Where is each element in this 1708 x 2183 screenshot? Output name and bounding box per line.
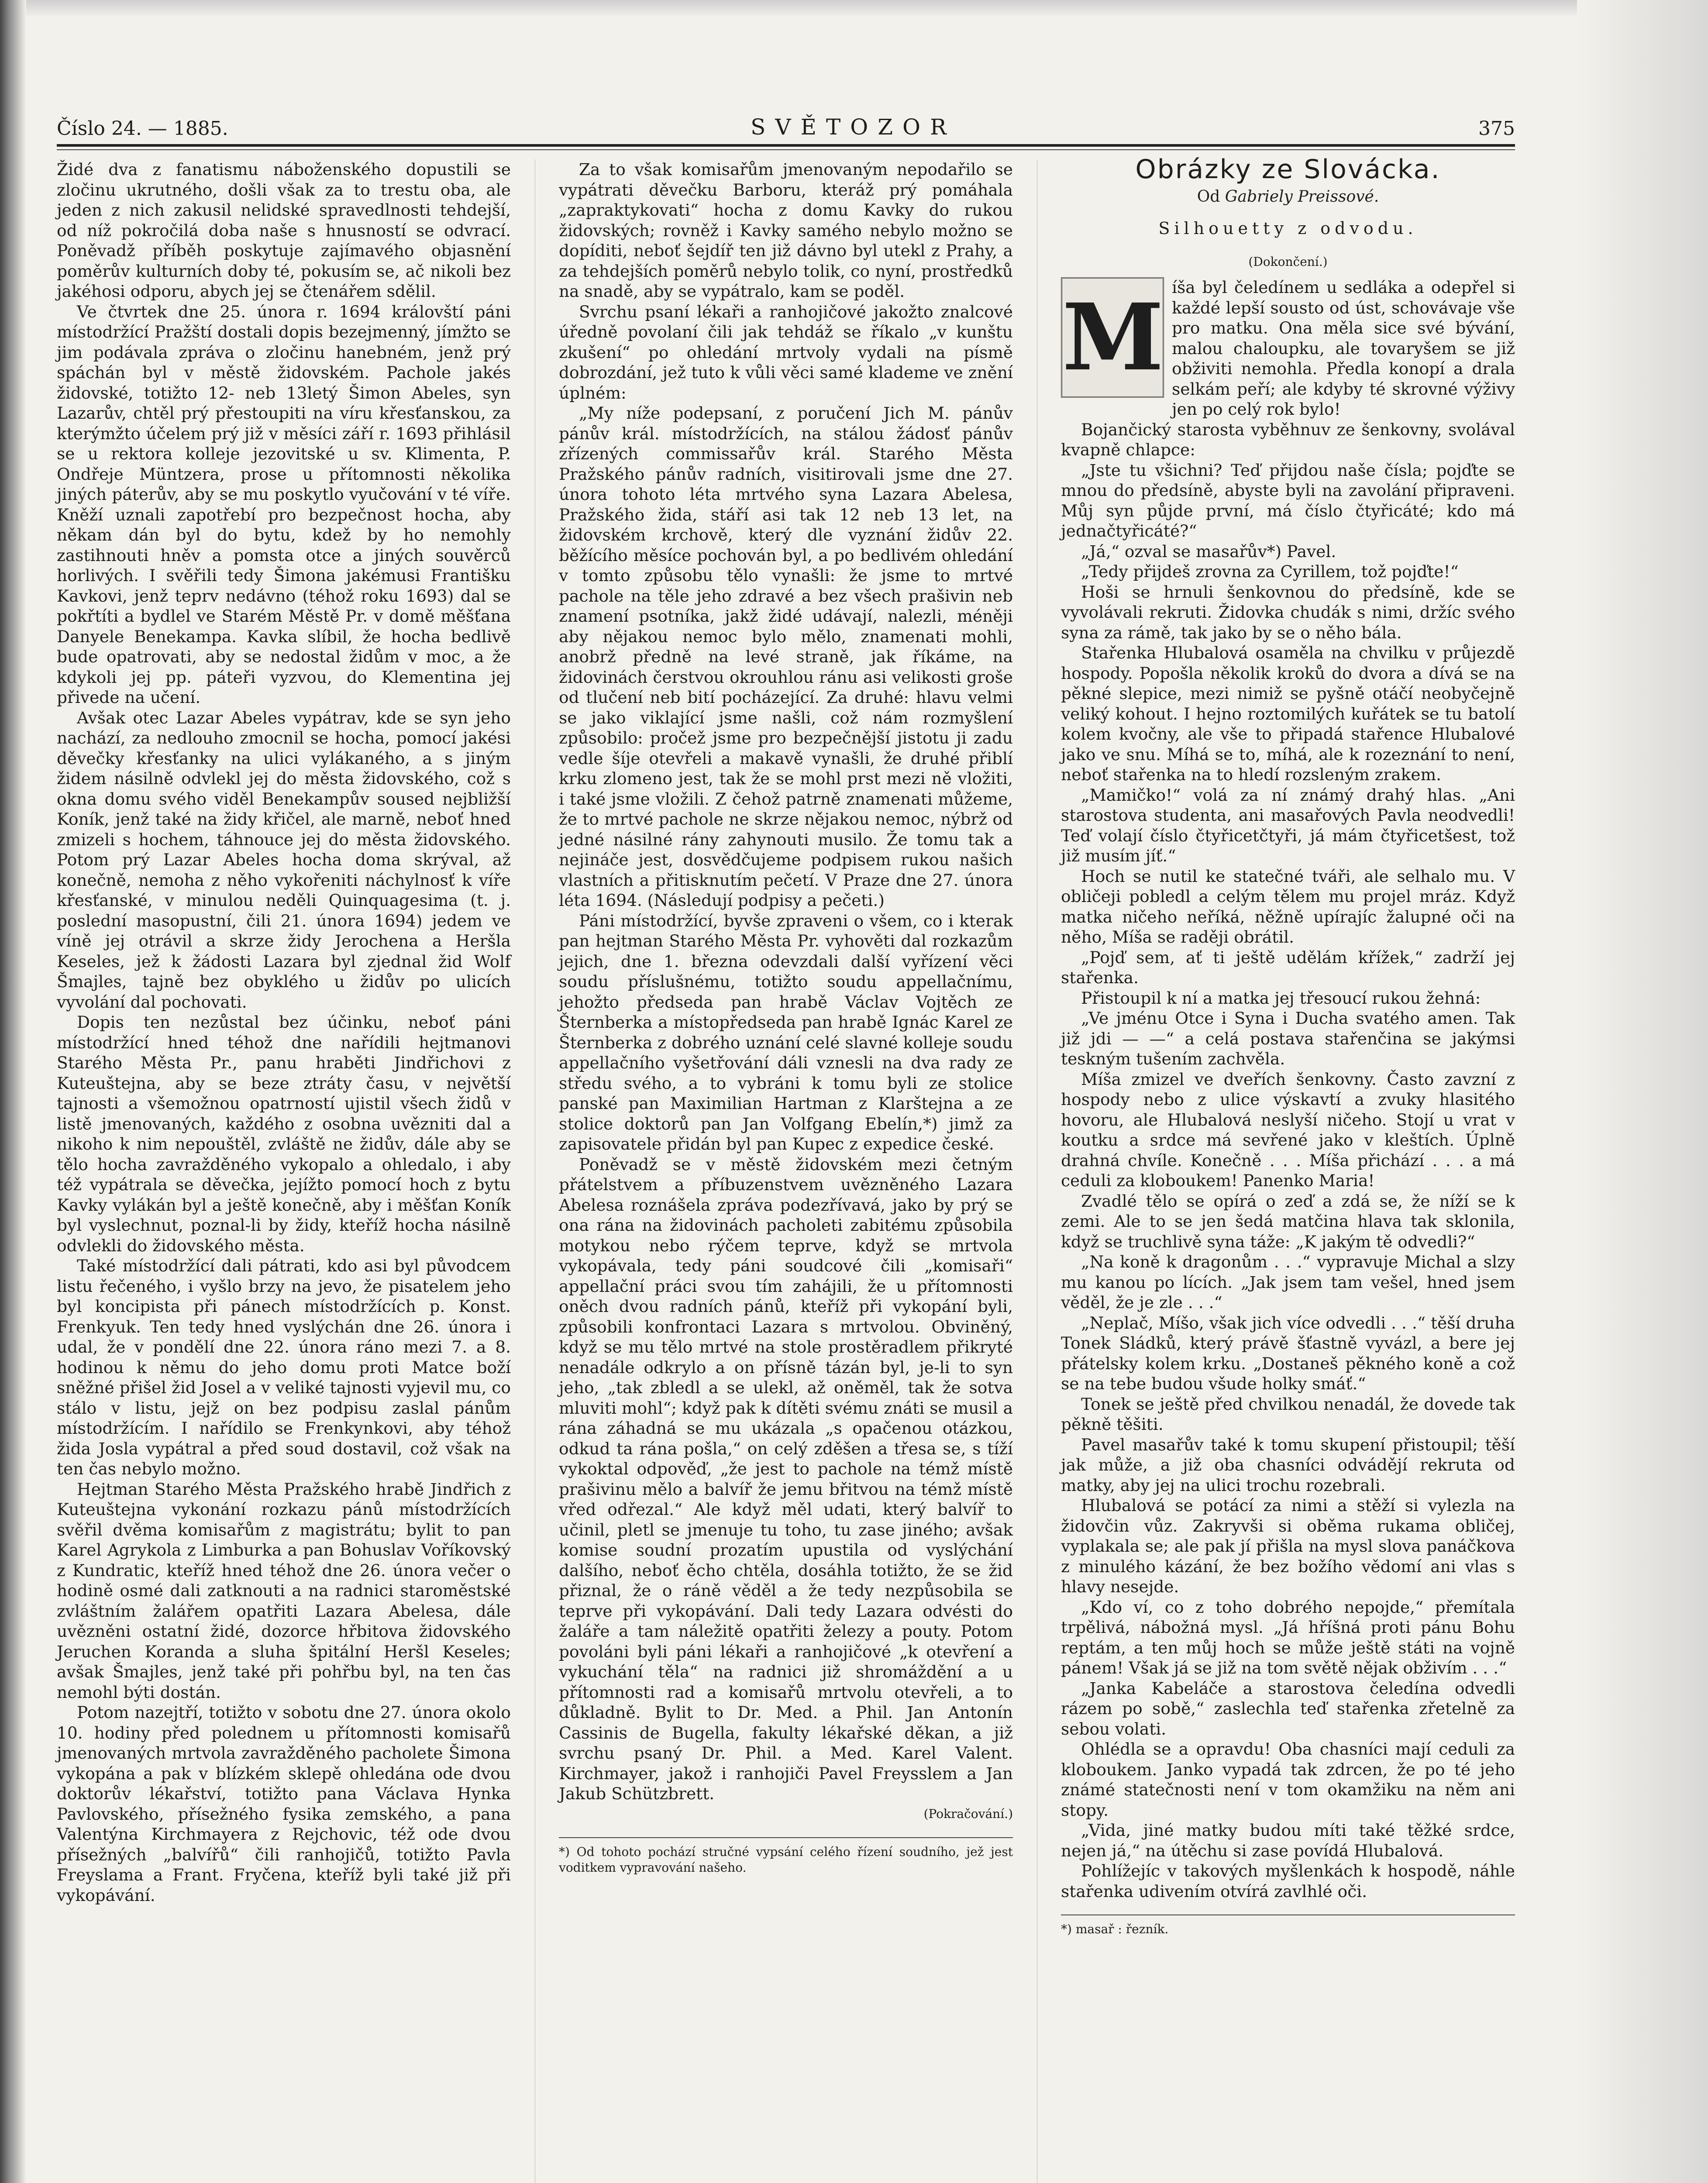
paragraph: Avšak otec Lazar Abeles vypátrav, kde se syn jeho nachází, za nedlouho zmocnil se hocha, pomocí jakési děvečky křesťanky na ulici vylákaného, a s jiným židem násilně odvlekl jej do města židovského, což s okna domu svého viděl Benekampův soused nejbližší Koník, jenž také na židy křičel, ale marně, neboť hned zmizeli s hochem, táhnouce jej do města židovského. Potom prý Lazar Abeles hocha doma skrýval, až konečně, nemoha z něho vykořeniti náchylnosť k víře křesťanské, v minulou neděli Quinquagesima (t. j. poslední masopustní, čili 21. února 1694) jedem ve víně jej otrávil a skrze židy Jerochena a Heršla Keseles, jež k žádosti Lazara byl zjednal žid Wolf Šmajles, tajně bez obyklého u židův po ulicích vyvolání dal pochovati. xyxy=(57,708,511,1012)
byline-author: Gabriely Preissové. xyxy=(1225,187,1379,206)
footnote: *) masař : řezník. xyxy=(1061,1914,1515,1937)
paragraph: Pavel masařův také k tomu skupení přistoupil; těší jak může, a již oba chasníci odvádějí rekruta od matky, aby jej na ulici trochu rozebrali. xyxy=(1061,1435,1515,1495)
paragraph: Židé dva z fanatismu náboženského dopustili se zločinu ukrutného, došli však za to trestu oba, ale jeden z nich zakusil nelidské spravedlnosti tehdejší, od níž pokročilá doba naše s hnusností se odvrací. Poněvadž příběh poskytuje zajímavého objasnění poměrův kulturních doby té, pokusím se, ač nikoli bez jakéhosi odporu, abych jej se čtenářem sdělil. xyxy=(57,160,511,301)
paragraph: „Kdo ví, co z toho dobrého nepojde,“ přemítala trpělivá, nábožná mysl. „Já hříšná proti pánu Bohu reptám, a ten můj hoch se může ještě státi na vojně pánem! Však já se již na tom světě nějak obživím . . .“ xyxy=(1061,1597,1515,1677)
scan-edge-top xyxy=(0,0,1708,17)
paragraph: „Neplač, Míšo, však jich více odvedli . . .“ těší druha Tonek Sládků, který právě šťastně vyvázl, a bere jej přátelsky kolem krku. „Dostaneš pěkného koně a což se na tebe budou všude holky smáť.“ xyxy=(1061,1313,1515,1393)
paragraph: Přistoupil k ní a matka jej třesoucí rukou žehná: xyxy=(1081,988,1481,1008)
running-header xyxy=(57,100,1515,140)
paragraph: „Pojď sem, ať ti ještě udělám křížek,“ zadrží jej stařenka. xyxy=(1061,947,1515,987)
paragraph: „Janka Kabeláče a starostova čeledína odvedli rázem po sobě,“ zaslechla teď stařenka zřetelně za sebou volati. xyxy=(1061,1678,1515,1739)
ornamental-initial xyxy=(1061,277,1164,398)
paragraph: „Ve jménu Otce i Syna i Ducha svatého amen. Tak již jdi — —“ a celá postava stařenčina se jakýmsi teskným tušením zachvěla. xyxy=(1061,1009,1515,1068)
paragraph: Potom nazejtří, totižto v sobotu dne 27. února okolo 10. hodiny před polednem u přítomnosti komisařů jmenovaných mrtvola zavražděného pacholete Šimona vykopána a pak v blízkém sklepě ohledána ode dvou doktorův lékařství, totižto pana Václava Hynka Pavlovského, přísežného fysika zemského, a pana Valentýna Kirchmayera z Rejchovic, též ode dvou přísežných „balvířů“ čili ranhojičů, totižto Pavla Freyslama a Frant. Fryčena, kteříž byli také již při vykopávání. xyxy=(57,1703,511,1905)
article-subtitle: Silhouetty z odvodu. xyxy=(1158,219,1418,238)
paragraph: Poněvadž se v městě židovském mezi četným přátelstvem a příbuzenstvem uvězněného Lazara Abelesa roznášela zpráva podezřívavá, jako by prý se ona rána na židovinách pacholeti zabitému způsobila motykou nebo rýčem teprve, když se mrtvola vykopávala, tedy páni soudcové čili „komisaři“ appellační práci svou tím zahájili, že u přítomnosti oněch dvou radních pánů, kteříž při vykopání byli, způsobili konfrontaci Lazara s mrtvolou. Obviněný, když se mu tělo mrtvé na stole prostěradlem přikryté nenadále odkrylo a on přísně tázán byl, je-li to syn jeho, „tak zbledl a se ulekl, až oněměl, tak že sotva mluviti mohl“; když pak k dítěti svému znáti se musil a rána záhadná se mu ukázala „s opačenou otázkou, odkud ta rána pošla,“ on celý zděšen a třesa se, s tíží vykoktal odpověď, „že jest to pachole na témž místě prašivinu mělo a balvíř že jemu břitvou na témž místě vřed odřezal.“ Ale když měl udati, který balvíř to učinil, pletl se jmenuje tu toho, tu zase jiného; avšak komise soudní prozatím upustila od vyslýchání dalšího, neboť ěcho chtěla, dosáhla totižto, že se žid přiznal, že o ráně věděl a že tedy nezpůsobila se teprve při vykopávání. Dali tedy Lazara odvésti do žaláře a tam náležitě opatřiti železy a pouty. Potom povoláni byli páni lékaři a ranhojičové „k otevření a vykuchání těla“ na radnici již shromáždění a u přítomnosti rad a komisařů mrtvolu otevřeli, a to důkladně. Bylit to Dr. Med. a Phil. Jan Antonín Cassinis de Bugella, fakulty lékařské děkan, a již svrchu psaný Dr. Phil. a Med. Karel Valent. Kirchmayer, jakož i ranhojiči Pavel Freysslem a Jan Jakub Schützbrett. xyxy=(559,1154,1013,1803)
dropcap-letter: M xyxy=(1062,283,1164,391)
paragraph: „Já,“ ozval se masařův*) Pavel. xyxy=(1081,541,1336,561)
paragraph: Páni místodržící, byvše zpraveni o všem, co i kterak pan hejtman Starého Města Pr. vyhověti dal rozkazům jejich, dne 1. března odevzdali další vyřízení věci soudu příslušnému, totižto soudu appellačnímu, jehožto předseda pan hrabě Václav Vojtěch ze Šternberka a místopředseda pan hrabě Ignác Karel ze Šternberka z dobrého uznání celé slavné kolleje soudu appellačního vyšetřování dáli vznesli na dva rady ze středu svého, a to vybráni k tomu byli ze stolice panské pan Maximilian Hartman z Klarštejna a ze stolice doktorů pan Jan Volfgang Ebelín,*) jimž za zapisovatele přidán byl pan Kupec z expedice české. xyxy=(559,911,1013,1153)
paragraph: Svrchu psaní lékaři a ranhojičové jakožto znalcové úředně povolaní čili jak tehdáž se říkalo „v kunštu zkušení“ po ohledání mrtvoly vydali na písmě dobrozdání, jež tuto k vůli věci samé klademe ve znění úplném: xyxy=(559,302,1013,403)
paragraph: Hoch se nutil ke statečné tváři, ale selhalo mu. V obličeji pobledl a celým tělem mu projel mráz. Když matka ničeho neříká, něžně upírajíc žalupné oči na něho, Míša se raději obrátil. xyxy=(1061,866,1515,947)
paragraph: „My níže podepsaní, z poručení Jich M. pánův pánův král. místodržících, na stálou žádosť pánův zřízených commissařův král. Starého Města Pražského pánův radních, visitirovali jsme dne 27. února tohoto léta mrtvého syna Lazara Abelesa, Pražského žida, stáří asi tak 12 neb 13 let, na židovském krchově, který dle vyznání židův 22. běžícího měsíce pochován byl, a po bedlivém ohledání v tomto způsobu tělo vynašli: že jsme to mrtvé pachole na těle jeho zdravé a bez všech prašivin neb znamení psotníka, jakž židé udávají, nalezli, méněji aby nějakou nemoc bylo mělo, znamenati mohli, anobrž předně na levé straně, jak říkáme, na židovinách čerstvou okrouhlou ránu asi velikosti groše od tlučení neb bití pocházející. Za druhé: hlavu velmi se jako viklající jsme našli, což nám rozmyšlení způsobilo: pročež jsme pro bezpečnější jistotu ji zadu vedle šíje otevřeli a makavě vynašli, že druhé přiblí krku zlomeno jest, tak že se mohl prst mezi ně vložiti, i také jsme vložili. Z čehož patrně znamenati můžeme, že to mrtvé pachole ne skrze nějakou nemoc, nýbrž od jedné násilné rány zahynouti musilo. Že tomu tak a nejináče jest, dosvědčujeme podpisem rukou našich vlastních a přitisknutím pečetí. V Praze dne 27. února léta 1694. (Následují podpisy a pečeti.) xyxy=(559,403,1013,910)
paragraph: „Tedy přijdeš zrovna za Cyrillem, tož pojďte!“ xyxy=(1081,562,1459,581)
paragraph: „Mamičko!“ volá za ní známý drahý hlas. „Ani starostova studenta, ani masařových Pavla neodvedli! Teď volají číslo čtyřicetčtyři, já mám čtyřicetšest, tož již musím jíť.“ xyxy=(1061,785,1515,865)
paragraph: Hejtman Starého Města Pražského hrabě Jindřich z Kuteuštejna vykonání rozkazu pánů místodržících svěřil dvěma komisařům z magistrátu; bylit to pan Karel Agrykola z Limburka a pan Bohuslav Voříkovský z Kundratic, kteříž hned téhož dne 26. února večer o hodině osmé dali zatknouti a na radnici staroměstské zvláštním žalářem opatřiti Lazara Abelesa, dále uvězněni ostatní židé, dozorce hřbitova židovského Jeruchen Koranda a sluha špitální Heršl Keseles; avšak Šmajles, jenž také při pohřbu byl, na ten čas nemohl býti dostán. xyxy=(57,1479,511,1702)
paragraph: íša byl čeledínem u sedláka a odepřel si každé lepší sousto od úst, schovávaje vše pro matku. Ona měla sice své bývání, malou chaloupku, ale tovaryšem se již obživiti nemohla. Předla konopí a drala selkám peří; ale kdyby té skrovné výživy jen po celý rok bylo! xyxy=(1172,278,1515,419)
column-3 xyxy=(1061,154,1515,1937)
article-title: Obrázky ze Slovácka. xyxy=(1135,154,1441,185)
scan-edge-left xyxy=(0,0,26,2183)
continued-note: (Pokračování.) xyxy=(923,1806,1013,1821)
paragraph: Bojančický starosta vyběhnuv ze šenkovny, svolával kvapně chlapce: xyxy=(1061,420,1515,459)
footnote: *) Od tohoto pochází stručné vypsání celého řízení soudního, jež jest voditkem vypravování našeho. xyxy=(559,1837,1013,1876)
paragraph: Stařenka Hlubalová osaměla na chvilku v průjezdě hospody. Popošla několik kroků do dvora a dívá se na pěkné slepice, mezi nimiž se pyšně otáčí neobyčejně veliký kohout. I hejno roztomilých kuřátek se tu batolí kolem kvočny, ale vše to připadá stařence Hlubalové jako ve snu. Míhá se to, míhá, ale k rozeznání to není, neboť stařenka na to hledí rozsleným zrakem. xyxy=(1061,643,1515,784)
newspaper-page xyxy=(57,65,1515,2183)
paragraph: Pohlížejíc v takových myšlenkách k hospodě, náhle stařenka udivením otvírá zavlhlé oči. xyxy=(1061,1861,1515,1901)
scan-edge-right xyxy=(1577,0,1708,2183)
journal-title: SVĚTOZOR xyxy=(751,114,956,140)
paragraph: „Jste tu všichni? Teď přijdou naše čísla; pojďte se mnou do předsíně, abyste byli na zavolání připraveni. Můj syn půjde první, má číslo čtyřicáté; kdo má jednačtyřicáté?“ xyxy=(1061,460,1515,541)
paragraph: „Na koně k dragonům . . .“ vypravuje Michal a slzy mu kanou po lících. „Jak jsem tam vešel, hned jsem věděl, že je zle . . .“ xyxy=(1061,1252,1515,1312)
paragraph: Ohlédla se a opravdu! Oba chasníci mají ceduli za kloboukem. Janko vypadá tak zdrcen, že po té jeho známé statečnosti není v tom okamžiku na něm ani stopy. xyxy=(1061,1739,1515,1820)
header-rule xyxy=(57,144,1515,147)
paragraph: Zvadlé tělo se opírá o zeď a zdá se, že níží se k zemi. Ale to se jen šedá matčina hlava tak sklonila, když se truchlivě syna táže: „K jakým tě odvedli?“ xyxy=(1061,1191,1515,1251)
paragraph: Míša zmizel ve dveřích šenkovny. Často zavzní z hospody nebo z ulice výskavtí a zvuky hlasitého hovoru, ale Hlubalová neslyší ničeho. Stojí u vrat v koutku a srdce má sevřené jako v kleštích. Úplně drahná chvíle. Konečně . . . Míša přichází . . . a má ceduli za kloboukem! Panenko Maria! xyxy=(1061,1069,1515,1190)
paragraph: „Vida, jiné matky budou míti také těžké srdce, nejen já,“ na útěchu si zase povídá Hlubalová. xyxy=(1061,1821,1515,1860)
column-2 xyxy=(559,159,1013,1876)
page-number: 375 xyxy=(1478,117,1515,140)
paragraph: Ve čtvrtek dne 25. února r. 1694 královští páni místodržící Pražští dostali dopis bezejmenný, jímžto se jim podávala zpráva o zločinu hanebném, jenž prý spáchán byl v městě židovském. Pachole jakés židovské, totižto 12- neb 13letý Šimon Abeles, syn Lazarův, chtěl prý přestoupiti na víru křesťanskou, za kterýmžto účelem prý již v měsíci září r. 1693 přihlásil se u rektora kolleje jezovitské u sv. Klimenta, P. Ondřeje Müntzera, prose u přítomnosti několika jiných páterův, aby se mu poskytlo vyučování v té víře. Kněží uznali zapotřebí pro bezpečnost hocha, aby někam dán byl do bytu, kdež by ho nemohly zastihnouti hněv a pomsta otce a jiných souvěrců horlivých. I svěřili tedy Šimona jakémusi Františku Kavkovi, jenž teprv nedávno (téhož roku 1693) dal se pokřtíti a bydlel ve Starém Městě Pr. v domě měšťana Danyele Benekampa. Kavka slíbil, že hocha bedlivě bude opatrovati, aby se nedostal židům v moc, a že kdykoli jej pp. páteři vyzvou, do Klementina jej přivede na učení. xyxy=(57,302,511,707)
paragraph: Také místodržící dali pátrati, kdo asi byl původcem listu řečeného, i vyšlo brzy na jevo, že pisatelem jeho byl koncipista při pánech místodržících p. Konst. Frenkyuk. Ten tedy hned vyslýchán dne 26. února i udal, že v pondělí dne 22. února ráno mezi 7. a 8. hodinou k němu do jeho domu proti Matce boží sněžné přišel žid Josel a v veliké tajnosti vyjevil mu, co stálo v listu, jejž on bez podpisu zaslal pánům místodržícím. I nařídilo se Frenkynkovi, aby téhož žida Josla vypátral a před soud dostavil, což však na ten čas nebylo možno. xyxy=(57,1256,511,1478)
byline-prefix: Od xyxy=(1197,187,1220,206)
byline xyxy=(1061,187,1515,207)
paragraph: Dopis ten nezůstal bez účinku, neboť páni místodržící hned téhož dne nařídili hejtmanovi Starého Města Pr., panu hraběti Jindřichovi z Kuteuštejna, aby se beze ztráty času, v největší tajnosti a všemožnou opatrností ujistil všech židů v listě jmenovaných, každého z osobna uvězniti dal a nikoho k nim nepouštěl, zvláště ne židův, dále aby se tělo hocha zavražděného vykopalo a ohledalo, i aby též vypátrala se děvečka, jejížto pomocí hoch z bytu Kavky vylákán byl a ještě konečně, aby i měšťan Koník byl vyslechnut, poznal-li by židy, kteříž hocha násilně odvlekli do židovského města. xyxy=(57,1012,511,1255)
issue-label: Číslo 24. — 1885. xyxy=(57,117,228,140)
paragraph: Tonek se ještě před chvilkou nenadál, že dovede tak pěkně těšiti. xyxy=(1061,1394,1515,1434)
continuation-note: (Dokončení.) xyxy=(1248,254,1328,269)
paragraph: Za to však komisařům jmenovaným nepodařilo se vypátrati děvečku Barboru, kteráž prý pomáhala „zapraktykovati“ hocha z domu Kavky do rukou židovských; rovněž i Kavky samého nebylo možno se dopíditi, neboť šejdíř ten již dávno byl utekl z Prahy, a za tehdejších poměrů nebylo tolik, co nyní, prostředků na snadě, aby se vypátralo, kam se poděl. xyxy=(559,160,1013,301)
paragraph: Hlubalová se potácí za nimi a stěží si vylezla na židovčin vůz. Zakryvši si oběma rukama obličej, vyplakala se; ale pak jí přišla na mysl slova panáčkova z minulého kázání, že bez božího vědomí ani vlas s hlavy nesejde. xyxy=(1061,1496,1515,1596)
column-1 xyxy=(57,159,511,1905)
header-rule-thin xyxy=(57,149,1515,150)
paragraph: Hoši se hrnuli šenkovnou do předsíně, kde se vyvolávali rekruti. Židovka chudák s nimi, držíc svého syna za rámě, tak jako by se o něho bála. xyxy=(1061,582,1515,642)
